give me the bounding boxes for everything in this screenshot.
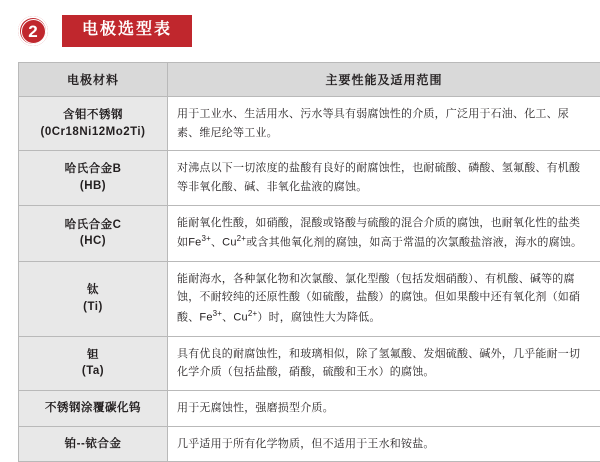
page-title: 电极选型表 bbox=[62, 15, 192, 46]
section-number-text: 2 bbox=[28, 23, 37, 40]
cell-description: 具有优良的耐腐蚀性，和玻璃相似，除了氢氟酸、发烟硫酸、碱外，几乎能耐一切化学介质（包括盐酸，硝酸，硫酸和王水）的腐蚀。 bbox=[168, 336, 600, 390]
table-header bbox=[19, 63, 600, 97]
material-name-line: (Ti) bbox=[24, 299, 162, 316]
material-name-line: 钽 bbox=[24, 347, 162, 364]
cell-description: 能耐海水，各种氯化物和次氯酸、氯化型酸（包括发烟硝酸）、有机酸、碱等的腐蚀，不耐较纯的还原性酸（如硫酸，盐酸）的腐蚀。但如果酸中还有氧化剂（如硝酸、$Fe^{3+}$、$Cu^{2+}$）时，腐蚀性大为降低。 bbox=[168, 261, 600, 336]
cell-electrode-material bbox=[19, 205, 168, 261]
material-name-line: (HB) bbox=[24, 178, 162, 195]
material-name-line: 不锈钢涂覆碳化钨 bbox=[24, 400, 162, 417]
table-body bbox=[19, 97, 600, 462]
ion-charge-superscript: 2+ bbox=[237, 234, 247, 243]
page-header bbox=[18, 14, 582, 48]
material-name-line: 铂--铱合金 bbox=[24, 436, 162, 453]
table-row bbox=[19, 261, 600, 336]
material-name-line: (Ta) bbox=[24, 363, 162, 380]
ion-charge-superscript: 2+ bbox=[248, 309, 258, 318]
cell-electrode-material bbox=[19, 151, 168, 205]
cell-electrode-material bbox=[19, 336, 168, 390]
material-name-line: 哈氏合金C bbox=[24, 217, 162, 234]
electrode-selection-table bbox=[18, 62, 600, 462]
table-row bbox=[19, 97, 600, 151]
section-number-badge bbox=[18, 16, 48, 46]
table-row bbox=[19, 390, 600, 426]
ion-charge-superscript: 3+ bbox=[201, 234, 211, 243]
table-header-row bbox=[19, 63, 600, 97]
material-name-line: (0Cr18Ni12Mo2Ti) bbox=[24, 124, 162, 141]
material-name-line: 哈氏合金B bbox=[24, 161, 162, 178]
table-row bbox=[19, 336, 600, 390]
cell-description: 用于无腐蚀性，强磨损型介质。 bbox=[168, 390, 600, 426]
table-row bbox=[19, 151, 600, 205]
cell-electrode-material bbox=[19, 261, 168, 336]
cell-description: 几乎适用于所有化学物质，但不适用于王水和铵盐。 bbox=[168, 426, 600, 462]
table-row bbox=[19, 205, 600, 261]
ion-charge-superscript: 3+ bbox=[213, 309, 223, 318]
cell-electrode-material bbox=[19, 390, 168, 426]
cell-description: 能耐氧化性酸，如硝酸，混酸或铬酸与硫酸的混合介质的腐蚀，也耐氧化性的盐类如$Fe^{3+}$、$Cu^{2+}$或含其他氧化剂的腐蚀，如高于常温的次氯酸盐溶液，海水的腐蚀。 bbox=[168, 205, 600, 261]
material-name-line: 含钼不锈钢 bbox=[24, 107, 162, 124]
column-header-material: 电极材料 bbox=[19, 63, 168, 97]
table-row bbox=[19, 426, 600, 462]
cell-electrode-material bbox=[19, 426, 168, 462]
material-name-line: 钛 bbox=[24, 282, 162, 299]
cell-electrode-material bbox=[19, 97, 168, 151]
material-name-line: (HC) bbox=[24, 233, 162, 250]
cell-description: 对沸点以下一切浓度的盐酸有良好的耐腐蚀性，也耐硫酸、磷酸、氢氟酸、有机酸等非氧化酸、碱、非氧化盐液的腐蚀。 bbox=[168, 151, 600, 205]
cell-description: 用于工业水、生活用水、污水等具有弱腐蚀性的介质，广泛用于石油、化工、尿素、维尼纶等工业。 bbox=[168, 97, 600, 151]
column-header-description: 主要性能及适用范围 bbox=[168, 63, 600, 97]
